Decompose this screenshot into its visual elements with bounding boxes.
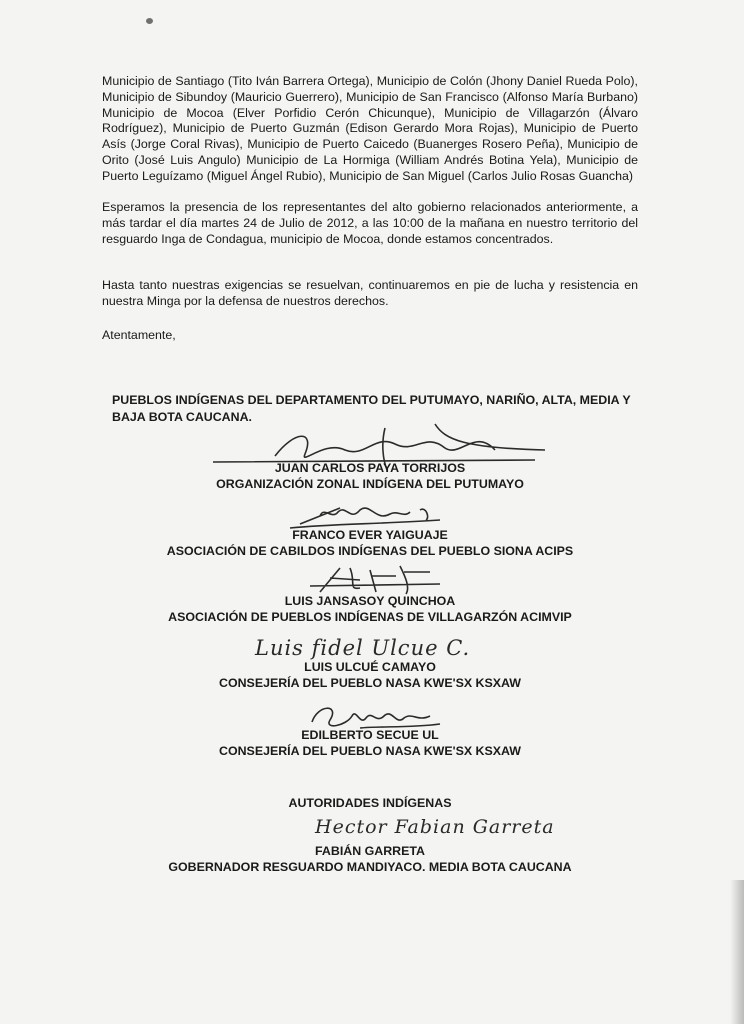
authority-org: GOBERNADOR RESGUARDO MANDIYACO. MEDIA BOTA CAUCANA (168, 860, 572, 874)
municipalities-paragraph: Municipio de Santiago (Tito Iván Barrera Ortega), Municipio de Colón (Jhony Daniel Rueda Polo), Municipio de Sibundoy (Mauricio Guerrero), Municipio de San Francisco (Alfonso María Burbano) Municipio de Mocoa (Elver Porfidio Cerón Chicunque), Municipio de Villagarzón (Álvaro Rodríguez), Municipio de Puerto Guzmán (Edison Gerardo Mora Rojas), Municipio de Puerto Asís (Jorge Coral Rivas), Municipio de Puerto Caicedo (Buanerges Rosero Peña), Municipio de Orito (José Luis Angulo) Municipio de La Hormiga (William Andrés Botina Yela), Municipio de Puerto Leguízamo (Miguel Ángel Rubio), Municipio de San Miguel (Carlos Julio Rosas Guancha) (102, 74, 638, 183)
signatory-2-org: ASOCIACIÓN DE CABILDOS INDÍGENAS DEL PUEBLO SIONA ACIPS (166, 544, 574, 558)
authority-name: FABIÁN GARRETA (315, 844, 425, 858)
scan-edge-shadow (730, 880, 744, 1024)
signatory-2-name: FRANCO EVER YAIGUAJE (292, 528, 448, 542)
signatory-3-org: ASOCIACIÓN DE PUEBLOS INDÍGENAS DE VILLAGARZÓN ACIMVIP (168, 610, 572, 624)
signatory-5-name: EDILBERTO SECUE UL (301, 728, 439, 742)
signature-6-handwriting: Hector Fabian Garreta (315, 816, 555, 838)
signature-3-image (300, 562, 450, 598)
closing-salutation: Atentamente, (102, 328, 176, 342)
signatory-1-org: ORGANIZACIÓN ZONAL INDÍGENA DEL PUTUMAYO (216, 477, 524, 491)
scan-speck (146, 18, 153, 24)
resistance-paragraph: Hasta tanto nuestras exigencias se resuelvan, continuaremos en pie de lucha y resistencia en nuestra Minga por la defensa de nuestros derechos. (102, 278, 638, 308)
organizations-title: PUEBLOS INDÍGENAS DEL DEPARTAMENTO DEL PUTUMAYO, NARIÑO, ALTA, MEDIA Y BAJA BOTA CAUCANA. (112, 393, 631, 424)
signatory-3-name: LUIS JANSASOY QUINCHOA (284, 594, 456, 608)
signatory-4-name: LUIS ULCUÉ CAMAYO (304, 660, 436, 674)
signatory-1-name: JUAN CARLOS PAYA TORRIJOS (274, 461, 466, 475)
meeting-paragraph: Esperamos la presencia de los representantes del alto gobierno relacionados anteriormente, a más tardar el día martes 24 de Julio de 2012, a las 10:00 de la mañana en nuestro territorio del resguardo Inga de Condagua, municipio de Mocoa, donde estamos concentrados. (102, 200, 638, 246)
authorities-heading: AUTORIDADES INDÍGENAS (288, 796, 452, 810)
signatory-5-org: CONSEJERÍA DEL PUEBLO NASA KWE'SX KSXAW (219, 744, 521, 758)
signature-4-handwriting: Luis fidel Ulcue C. (255, 636, 471, 660)
signatory-4-org: CONSEJERÍA DEL PUEBLO NASA KWE'SX KSXAW (219, 676, 521, 690)
